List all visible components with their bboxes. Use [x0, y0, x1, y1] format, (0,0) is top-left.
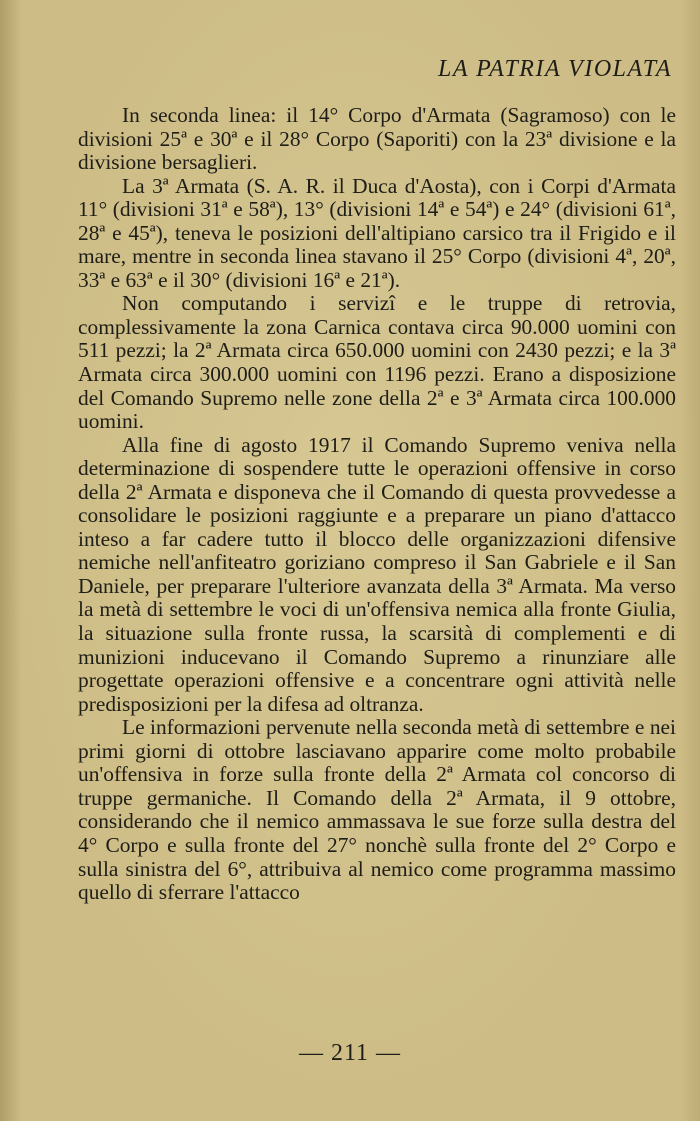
paragraph-informazioni: Le informazioni pervenute nella seconda metà di settembre e nei primi giorni di ottobre lasciavano apparire come molto probabile un'offensiva in forze sulla fronte della 2ª Armata col concorso di truppe germaniche. Il Comando della 2ª Armata, il 9 ottobre, considerando che il nemico ammassava le sue forze sulla destra del 4° Corpo e sulla fronte del 27° nonchè sulla fronte del 2° Corpo e sulla sinistra del 6°, attribuiva al nemico come programma massimo quello di sferrare l'attacco	[78, 715, 676, 905]
running-title: LA PATRIA VIOLATA	[438, 56, 672, 82]
paragraph-forze: Non computando i servizî e le truppe di retrovia, complessivamente la zona Carnica contava circa 90.000 uomini con 511 pezzi; la 2ª Armata circa 650.000 uomini con 2430 pezzi; e la 3ª Armata circa 300.000 uomini con 1196 pezzi. Erano a disposizione del Comando Supremo nelle zone della 2ª e 3ª Armata circa 100.000 uomini.	[78, 291, 676, 434]
paragraph-terza-armata: La 3ª Armata (S. A. R. il Duca d'Aosta), con i Corpi d'Armata 11° (divisioni 31ª e 58ª), 13° (divisioni 14ª e 54ª) e 24° (divisioni 61ª, 28ª e 45ª), teneva le posizioni dell'altipiano carsico tra il Frigido e il mare, mentre in seconda linea stavano il 25° Corpo (divisioni 4ª, 20ª, 33ª e 63ª e il 30° (divisioni 16ª e 21ª).	[78, 173, 676, 292]
page-number: — 211 —	[298, 1040, 402, 1066]
paragraph-seconda-linea: In seconda linea: il 14° Corpo d'Armata (Sagramoso) con le divisioni 25ª e 30ª e il 28° Corpo (Saporiti) con la 23ª divisione e la divisione bersaglieri.	[78, 103, 676, 175]
body-text	[78, 104, 676, 905]
paragraph-agosto-1917: Alla fine di agosto 1917 il Comando Supremo veniva nella determinazione di sospendere tutte le operazioni offensive in corso della 2ª Armata e disponeva che il Comando di questa provvedesse a consolidare le posizioni raggiunte e a preparare un piano d'attacco inteso a far cadere tutto il blocco delle organizzazioni difensive nemiche nell'anfiteatro goriziano compreso il San Gabriele e il San Daniele, per preparare l'ulteriore avanzata della 3ª Armata. Ma verso la metà di settembre le voci di un'offensiva nemica alla fronte Giulia, la situazione sulla fronte russa, la scarsità di complementi e di munizioni inducevano il Comando Supremo a rinunziare alle progettate operazioni offensive e a concentrare ogni attività nelle predisposizioni per la difesa ad oltranza.	[78, 432, 676, 716]
